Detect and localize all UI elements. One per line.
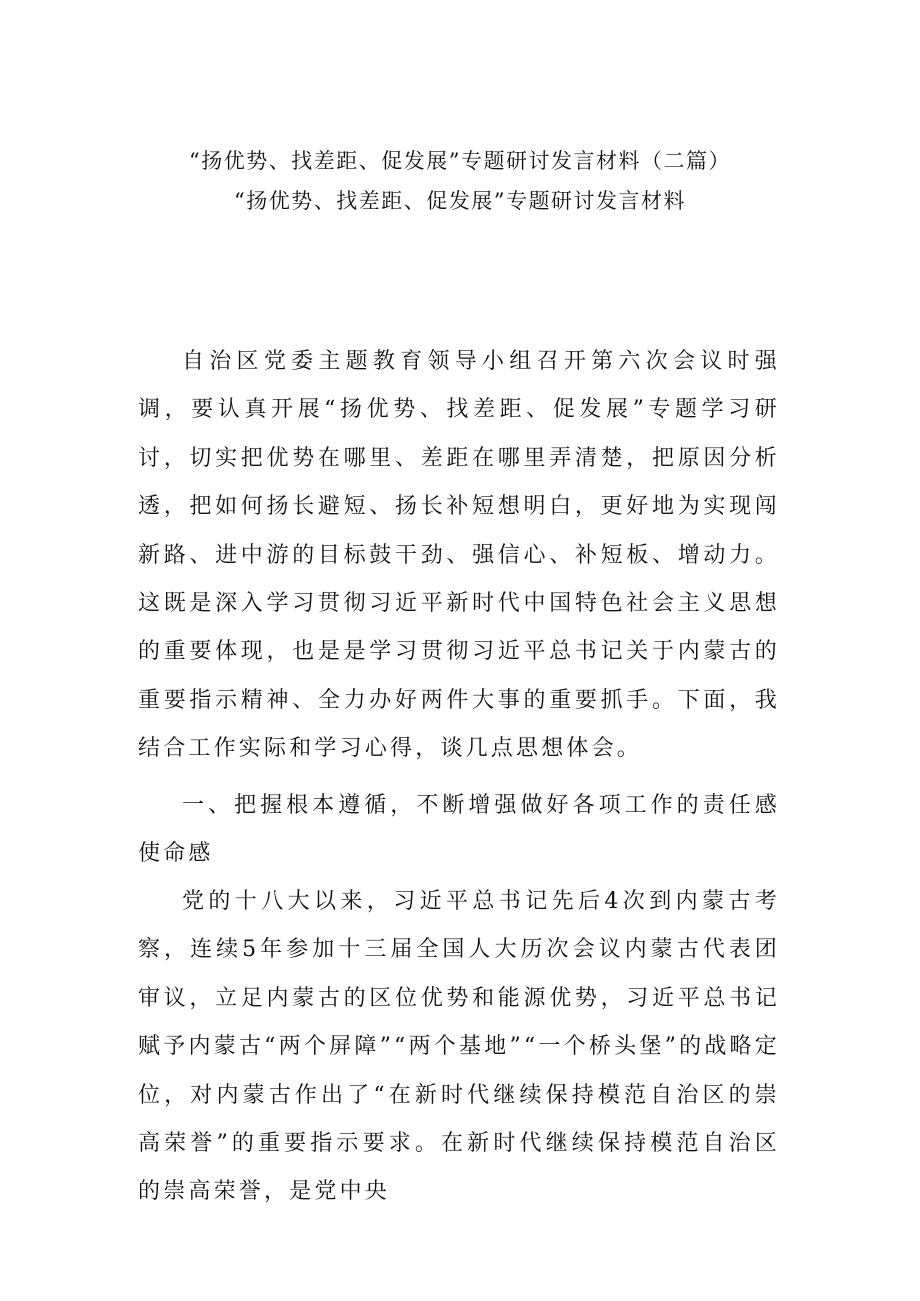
section-heading: 一、把握根本遵循，不断增强做好各项工作的责任感使命感 <box>138 793 780 867</box>
document-subtitle: “扬优势、找差距、促发展”专题研讨发言材料 <box>234 189 686 213</box>
document-title: “扬优势、找差距、促发展”专题研讨发言材料（二篇） <box>189 149 731 173</box>
body-paragraph: 党的十八大以来，习近平总书记先后4次到内蒙古考察，连续5年参加十三届全国人大历次会议内蒙古代表团审议，立足内蒙古的区位优势和能源优势，习近平总书记赋予内蒙古“两个屏障”“两个基地”“一个桥头堡”的战略定位，对内蒙古作出了“在新时代继续保持模范自治区的崇高荣誉”的重要指示要求。在新时代继续保持模范自治区的崇高荣誉，是党中央 <box>138 889 780 1205</box>
intro-paragraph: 自治区党委主题教育领导小组召开第六次会议时强调，要认真开展“扬优势、找差距、促发展”专题学习研讨，切实把优势在哪里、差距在哪里弄清楚，把原因分析透，把如何扬长避短、扬长补短想明白，更好地为实现闯新路、进中游的目标鼓干劲、强信心、补短板、增动力。这既是深入学习贯彻习近平新时代中国特色社会主义思想的重要体现，也是是学习贯彻习近平总书记关于内蒙古的重要指示精神、全力办好两件大事的重要抓手。下面，我结合工作实际和学习心得，谈几点思想体会。 <box>138 349 780 762</box>
